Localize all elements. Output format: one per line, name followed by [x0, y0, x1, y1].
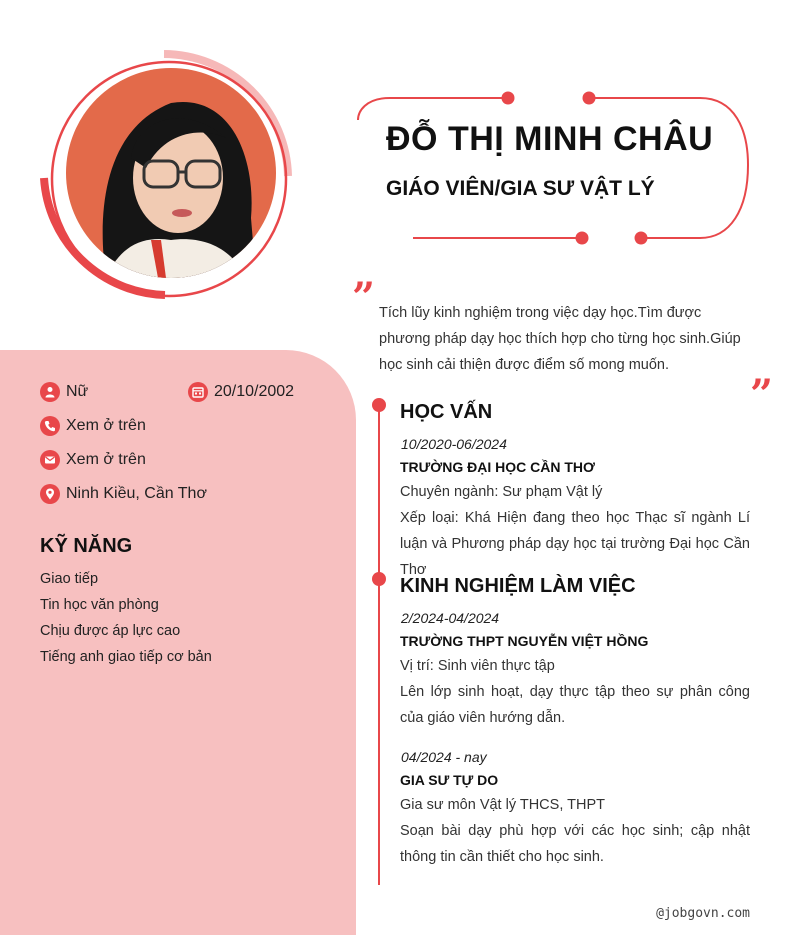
job-role: Vị trí: Sinh viên thực tập [400, 658, 555, 674]
contact-birthday [188, 382, 294, 402]
timeline-dot [372, 572, 386, 586]
contact-address [40, 484, 207, 504]
birthday-value: 20/10/2002 [214, 383, 295, 400]
quote-open-icon: ” [352, 274, 376, 321]
job-role: Gia sư môn Vật lý THCS, THPT [400, 797, 605, 813]
job-desc: Soạn bài dạy phù hợp với các học sinh; cập nhật thông tin cần thiết cho học sinh. [400, 823, 750, 865]
gender-value: Nữ [66, 383, 89, 400]
profile-photo [66, 68, 276, 278]
education-rank: Xếp loại: Khá Hiện đang theo học Thạc sĩ ngành Lí luận và Phương pháp dạy học tại trường Đại học Cần Thơ [400, 510, 750, 578]
skill-item: Tiếng anh giao tiếp cơ bản [40, 649, 212, 665]
person-icon [40, 382, 60, 402]
skills-heading: KỸ NĂNG [40, 535, 133, 557]
timeline-line [378, 405, 380, 885]
skill-item: Tin học văn phòng [40, 597, 159, 613]
name-block [355, 90, 755, 250]
timeline-dot [372, 398, 386, 412]
phone-icon [40, 416, 60, 436]
job-org: GIA SƯ TỰ DO [400, 772, 499, 788]
left-panel [0, 350, 356, 935]
contact-gender [40, 382, 88, 402]
full-name: ĐỖ THỊ MINH CHÂU [386, 120, 714, 158]
skill-item: Chịu được áp lực cao [40, 623, 181, 639]
job-org: TRƯỜNG THPT NGUYỄN VIỆT HỒNG [400, 633, 649, 649]
job-date: 04/2024 - nay [401, 749, 487, 765]
contact-phone [40, 416, 146, 436]
education-heading: HỌC VẤN [400, 401, 493, 423]
job-desc: Lên lớp sinh hoạt, dạy thực tập theo sự phân công của giáo viên hướng dẫn. [400, 684, 750, 726]
summary-text: Tích lũy kinh nghiệm trong việc dạy học.Tìm được phương pháp dạy học thích hợp cho từng học sinh.Giúp học sinh cải thiện được điểm số mong muốn. [379, 305, 741, 373]
quote-close-icon: ” [750, 371, 774, 418]
job-date: 2/2024-04/2024 [401, 610, 500, 626]
experience-heading: KINH NGHIỆM LÀM VIỆC [400, 575, 636, 597]
address-value: Ninh Kiều, Cần Thơ [66, 485, 207, 502]
job-title: GIÁO VIÊN/GIA SƯ VẬT LÝ [386, 177, 655, 200]
education-school: TRƯỜNG ĐẠI HỌC CẦN THƠ [400, 459, 595, 475]
phone-value: Xem ở trên [66, 417, 146, 434]
profile-photo-frame [38, 48, 300, 310]
skill-item: Giao tiếp [40, 571, 99, 587]
mail-icon [40, 450, 60, 470]
name-frame [355, 90, 755, 250]
education-date: 10/2020-06/2024 [401, 436, 507, 452]
footer-watermark: @jobgovn.com [656, 906, 750, 921]
location-pin-icon [40, 484, 60, 504]
email-value: Xem ở trên [66, 451, 146, 468]
education-major: Chuyên ngành: Sư phạm Vật lý [400, 484, 603, 500]
calendar-icon [188, 382, 208, 402]
contact-email [40, 450, 146, 470]
